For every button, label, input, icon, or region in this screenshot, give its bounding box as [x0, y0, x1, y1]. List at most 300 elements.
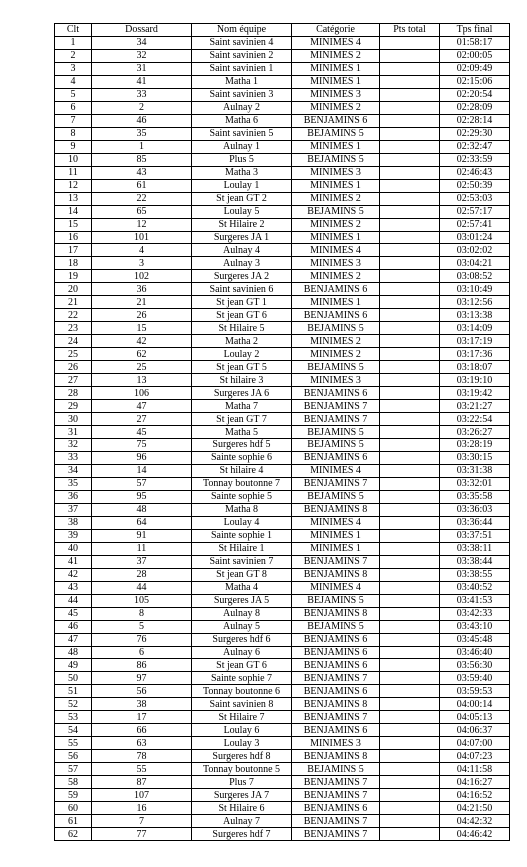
- cell-tps-final: 03:38:55: [440, 568, 510, 581]
- cell-tps-final: 02:15:06: [440, 75, 510, 88]
- cell-categorie: BENJAMINS 6: [292, 659, 380, 672]
- cell-pts-total: [380, 75, 440, 88]
- cell-categorie: BENJAMINS 7: [292, 789, 380, 802]
- cell-tps-final: 04:16:52: [440, 789, 510, 802]
- cell-dossard: 87: [92, 776, 192, 789]
- header-row: [55, 24, 510, 37]
- cell-categorie: BEJAMINS 5: [292, 361, 380, 374]
- cell-categorie: MINIMES 4: [292, 464, 380, 477]
- cell-nom-equipe: Tonnay boutonne 7: [192, 477, 292, 490]
- cell-pts-total: [380, 296, 440, 309]
- cell-dossard: 43: [92, 166, 192, 179]
- cell-dossard: 101: [92, 231, 192, 244]
- cell-pts-total: [380, 361, 440, 374]
- cell-clt: 24: [55, 335, 92, 348]
- cell-pts-total: [380, 114, 440, 127]
- cell-clt: 47: [55, 633, 92, 646]
- table-row: [55, 283, 510, 296]
- cell-tps-final: 02:53:03: [440, 192, 510, 205]
- cell-clt: 41: [55, 555, 92, 568]
- cell-clt: 20: [55, 283, 92, 296]
- cell-dossard: 56: [92, 685, 192, 698]
- cell-nom-equipe: Sainte sophie 6: [192, 451, 292, 464]
- table-row: [55, 36, 510, 49]
- cell-nom-equipe: Saint savinien 1: [192, 62, 292, 75]
- cell-dossard: 8: [92, 607, 192, 620]
- cell-clt: 3: [55, 62, 92, 75]
- cell-nom-equipe: Aulnay 8: [192, 607, 292, 620]
- header-nom-equipe: Nom équipe: [192, 24, 292, 37]
- cell-dossard: 22: [92, 192, 192, 205]
- cell-clt: 38: [55, 516, 92, 529]
- cell-tps-final: 02:28:09: [440, 101, 510, 114]
- cell-categorie: BENJAMINS 6: [292, 685, 380, 698]
- cell-clt: 52: [55, 698, 92, 711]
- cell-pts-total: [380, 633, 440, 646]
- cell-clt: 53: [55, 711, 92, 724]
- cell-pts-total: [380, 335, 440, 348]
- cell-categorie: MINIMES 1: [292, 75, 380, 88]
- cell-categorie: BENJAMINS 7: [292, 555, 380, 568]
- cell-nom-equipe: Surgeres JA 5: [192, 594, 292, 607]
- cell-categorie: MINIMES 1: [292, 529, 380, 542]
- cell-categorie: BENJAMINS 6: [292, 283, 380, 296]
- cell-pts-total: [380, 413, 440, 426]
- cell-nom-equipe: St jean GT 6: [192, 659, 292, 672]
- table-row: [55, 49, 510, 62]
- cell-tps-final: 02:00:05: [440, 49, 510, 62]
- cell-categorie: BEJAMINS 5: [292, 439, 380, 452]
- cell-categorie: BENJAMINS 7: [292, 815, 380, 828]
- cell-nom-equipe: Surgeres hdf 8: [192, 750, 292, 763]
- cell-pts-total: [380, 607, 440, 620]
- cell-tps-final: 04:06:37: [440, 724, 510, 737]
- cell-categorie: BEJAMINS 5: [292, 426, 380, 439]
- cell-dossard: 14: [92, 464, 192, 477]
- cell-nom-equipe: Saint savinien 4: [192, 36, 292, 49]
- cell-pts-total: [380, 594, 440, 607]
- cell-categorie: BEJAMINS 5: [292, 763, 380, 776]
- cell-dossard: 7: [92, 815, 192, 828]
- cell-clt: 16: [55, 231, 92, 244]
- cell-tps-final: 03:38:11: [440, 542, 510, 555]
- cell-dossard: 16: [92, 802, 192, 815]
- cell-pts-total: [380, 451, 440, 464]
- cell-tps-final: 02:09:49: [440, 62, 510, 75]
- cell-tps-final: 03:46:40: [440, 646, 510, 659]
- cell-pts-total: [380, 309, 440, 322]
- cell-dossard: 105: [92, 594, 192, 607]
- cell-tps-final: 03:37:51: [440, 529, 510, 542]
- cell-pts-total: [380, 244, 440, 257]
- table-row: [55, 218, 510, 231]
- cell-tps-final: 02:57:17: [440, 205, 510, 218]
- cell-pts-total: [380, 672, 440, 685]
- cell-clt: 21: [55, 296, 92, 309]
- cell-clt: 35: [55, 477, 92, 490]
- table-row: [55, 439, 510, 452]
- cell-pts-total: [380, 153, 440, 166]
- cell-dossard: 17: [92, 711, 192, 724]
- cell-nom-equipe: Aulnay 4: [192, 244, 292, 257]
- cell-nom-equipe: St jean GT 5: [192, 361, 292, 374]
- table-row: [55, 127, 510, 140]
- cell-nom-equipe: Saint savinien 6: [192, 283, 292, 296]
- cell-nom-equipe: St Hilaire 5: [192, 322, 292, 335]
- cell-tps-final: 03:43:10: [440, 620, 510, 633]
- cell-pts-total: [380, 711, 440, 724]
- table-row: [55, 257, 510, 270]
- cell-categorie: MINIMES 2: [292, 335, 380, 348]
- cell-clt: 39: [55, 529, 92, 542]
- cell-nom-equipe: St hilaire 4: [192, 464, 292, 477]
- cell-dossard: 55: [92, 763, 192, 776]
- cell-nom-equipe: Loulay 1: [192, 179, 292, 192]
- cell-dossard: 66: [92, 724, 192, 737]
- cell-categorie: BENJAMINS 6: [292, 646, 380, 659]
- cell-clt: 43: [55, 581, 92, 594]
- table-row: [55, 400, 510, 413]
- table-row: [55, 724, 510, 737]
- cell-clt: 8: [55, 127, 92, 140]
- cell-tps-final: 04:07:00: [440, 737, 510, 750]
- table-body: [55, 36, 510, 840]
- cell-nom-equipe: St jean GT 6: [192, 309, 292, 322]
- cell-clt: 60: [55, 802, 92, 815]
- table-row: [55, 451, 510, 464]
- cell-pts-total: [380, 140, 440, 153]
- cell-nom-equipe: Surgeres JA 1: [192, 231, 292, 244]
- cell-dossard: 11: [92, 542, 192, 555]
- cell-tps-final: 04:05:13: [440, 711, 510, 724]
- cell-tps-final: 02:29:30: [440, 127, 510, 140]
- cell-tps-final: 04:46:42: [440, 828, 510, 841]
- cell-clt: 31: [55, 426, 92, 439]
- cell-pts-total: [380, 828, 440, 841]
- cell-pts-total: [380, 776, 440, 789]
- table-row: [55, 659, 510, 672]
- cell-dossard: 41: [92, 75, 192, 88]
- cell-clt: 54: [55, 724, 92, 737]
- cell-categorie: BEJAMINS 5: [292, 620, 380, 633]
- cell-nom-equipe: Surgeres JA 2: [192, 270, 292, 283]
- cell-nom-equipe: St Hilaire 7: [192, 711, 292, 724]
- table-row: [55, 192, 510, 205]
- table-row: [55, 387, 510, 400]
- cell-pts-total: [380, 179, 440, 192]
- table-row: [55, 776, 510, 789]
- cell-clt: 49: [55, 659, 92, 672]
- cell-pts-total: [380, 218, 440, 231]
- cell-categorie: MINIMES 3: [292, 737, 380, 750]
- cell-clt: 42: [55, 568, 92, 581]
- cell-categorie: BENJAMINS 7: [292, 413, 380, 426]
- table-row: [55, 114, 510, 127]
- cell-clt: 37: [55, 503, 92, 516]
- cell-categorie: BENJAMINS 8: [292, 750, 380, 763]
- table-row: [55, 348, 510, 361]
- cell-pts-total: [380, 439, 440, 452]
- cell-nom-equipe: Plus 5: [192, 153, 292, 166]
- cell-pts-total: [380, 270, 440, 283]
- cell-categorie: MINIMES 2: [292, 101, 380, 114]
- cell-clt: 2: [55, 49, 92, 62]
- cell-tps-final: 03:08:52: [440, 270, 510, 283]
- cell-dossard: 107: [92, 789, 192, 802]
- cell-tps-final: 03:21:27: [440, 400, 510, 413]
- cell-dossard: 35: [92, 127, 192, 140]
- cell-nom-equipe: Matha 6: [192, 114, 292, 127]
- cell-pts-total: [380, 400, 440, 413]
- cell-categorie: MINIMES 1: [292, 62, 380, 75]
- cell-pts-total: [380, 464, 440, 477]
- table-row: [55, 529, 510, 542]
- cell-pts-total: [380, 750, 440, 763]
- cell-dossard: 44: [92, 581, 192, 594]
- cell-pts-total: [380, 88, 440, 101]
- cell-nom-equipe: St jean GT 7: [192, 413, 292, 426]
- cell-dossard: 95: [92, 490, 192, 503]
- cell-clt: 11: [55, 166, 92, 179]
- cell-dossard: 27: [92, 413, 192, 426]
- cell-tps-final: 03:17:19: [440, 335, 510, 348]
- cell-tps-final: 03:56:30: [440, 659, 510, 672]
- cell-categorie: MINIMES 1: [292, 179, 380, 192]
- cell-categorie: BEJAMINS 5: [292, 127, 380, 140]
- table-row: [55, 75, 510, 88]
- cell-clt: 58: [55, 776, 92, 789]
- cell-dossard: 106: [92, 387, 192, 400]
- cell-categorie: BENJAMINS 8: [292, 568, 380, 581]
- cell-dossard: 46: [92, 114, 192, 127]
- table-row: [55, 62, 510, 75]
- cell-nom-equipe: Surgeres hdf 5: [192, 439, 292, 452]
- cell-pts-total: [380, 205, 440, 218]
- cell-nom-equipe: Matha 1: [192, 75, 292, 88]
- table-row: [55, 594, 510, 607]
- cell-categorie: BEJAMINS 5: [292, 594, 380, 607]
- cell-categorie: BEJAMINS 5: [292, 205, 380, 218]
- cell-pts-total: [380, 36, 440, 49]
- cell-categorie: BENJAMINS 6: [292, 387, 380, 400]
- cell-tps-final: 04:00:14: [440, 698, 510, 711]
- cell-pts-total: [380, 659, 440, 672]
- cell-clt: 13: [55, 192, 92, 205]
- table-row: [55, 711, 510, 724]
- cell-tps-final: 03:36:03: [440, 503, 510, 516]
- cell-clt: 55: [55, 737, 92, 750]
- cell-categorie: BENJAMINS 6: [292, 724, 380, 737]
- cell-tps-final: 03:28:19: [440, 439, 510, 452]
- cell-tps-final: 03:26:27: [440, 426, 510, 439]
- cell-categorie: BENJAMINS 6: [292, 451, 380, 464]
- cell-categorie: MINIMES 3: [292, 166, 380, 179]
- cell-dossard: 42: [92, 335, 192, 348]
- table-row: [55, 763, 510, 776]
- cell-clt: 45: [55, 607, 92, 620]
- cell-dossard: 61: [92, 179, 192, 192]
- cell-pts-total: [380, 737, 440, 750]
- table-row: [55, 166, 510, 179]
- cell-nom-equipe: Aulnay 2: [192, 101, 292, 114]
- cell-pts-total: [380, 802, 440, 815]
- cell-dossard: 62: [92, 348, 192, 361]
- table-row: [55, 516, 510, 529]
- cell-categorie: MINIMES 4: [292, 581, 380, 594]
- table-row: [55, 620, 510, 633]
- cell-clt: 19: [55, 270, 92, 283]
- cell-categorie: MINIMES 1: [292, 140, 380, 153]
- cell-clt: 12: [55, 179, 92, 192]
- cell-clt: 22: [55, 309, 92, 322]
- cell-clt: 46: [55, 620, 92, 633]
- cell-dossard: 26: [92, 309, 192, 322]
- cell-nom-equipe: Matha 4: [192, 581, 292, 594]
- cell-tps-final: 03:41:53: [440, 594, 510, 607]
- table-row: [55, 322, 510, 335]
- cell-tps-final: 03:04:21: [440, 257, 510, 270]
- cell-dossard: 6: [92, 646, 192, 659]
- table-row: [55, 542, 510, 555]
- cell-categorie: MINIMES 2: [292, 49, 380, 62]
- cell-nom-equipe: St jean GT 1: [192, 296, 292, 309]
- header-categorie: Catégorie: [292, 24, 380, 37]
- cell-nom-equipe: Surgeres JA 6: [192, 387, 292, 400]
- cell-tps-final: 03:19:42: [440, 387, 510, 400]
- cell-dossard: 47: [92, 400, 192, 413]
- cell-nom-equipe: Loulay 2: [192, 348, 292, 361]
- cell-nom-equipe: St jean GT 8: [192, 568, 292, 581]
- cell-clt: 1: [55, 36, 92, 49]
- cell-dossard: 3: [92, 257, 192, 270]
- cell-clt: 48: [55, 646, 92, 659]
- cell-tps-final: 03:17:36: [440, 348, 510, 361]
- cell-clt: 4: [55, 75, 92, 88]
- cell-pts-total: [380, 685, 440, 698]
- table-row: [55, 374, 510, 387]
- cell-dossard: 91: [92, 529, 192, 542]
- cell-clt: 23: [55, 322, 92, 335]
- cell-clt: 34: [55, 464, 92, 477]
- cell-clt: 17: [55, 244, 92, 257]
- cell-pts-total: [380, 529, 440, 542]
- cell-pts-total: [380, 192, 440, 205]
- cell-tps-final: 03:19:10: [440, 374, 510, 387]
- cell-categorie: BENJAMINS 8: [292, 503, 380, 516]
- cell-tps-final: 04:07:23: [440, 750, 510, 763]
- cell-dossard: 65: [92, 205, 192, 218]
- table-row: [55, 101, 510, 114]
- cell-categorie: MINIMES 1: [292, 542, 380, 555]
- cell-nom-equipe: Saint savinien 5: [192, 127, 292, 140]
- cell-pts-total: [380, 581, 440, 594]
- cell-tps-final: 03:45:48: [440, 633, 510, 646]
- cell-tps-final: 03:01:24: [440, 231, 510, 244]
- cell-nom-equipe: Saint savinien 3: [192, 88, 292, 101]
- cell-dossard: 1: [92, 140, 192, 153]
- table-row: [55, 309, 510, 322]
- cell-tps-final: 02:20:54: [440, 88, 510, 101]
- header-tps-final: Tps final: [440, 24, 510, 37]
- cell-nom-equipe: Aulnay 3: [192, 257, 292, 270]
- cell-tps-final: 03:35:58: [440, 490, 510, 503]
- cell-dossard: 28: [92, 568, 192, 581]
- cell-nom-equipe: Surgeres hdf 6: [192, 633, 292, 646]
- cell-pts-total: [380, 426, 440, 439]
- cell-clt: 62: [55, 828, 92, 841]
- cell-tps-final: 03:14:09: [440, 322, 510, 335]
- cell-pts-total: [380, 542, 440, 555]
- table-row: [55, 503, 510, 516]
- cell-pts-total: [380, 101, 440, 114]
- cell-clt: 18: [55, 257, 92, 270]
- cell-categorie: MINIMES 2: [292, 192, 380, 205]
- cell-nom-equipe: Loulay 6: [192, 724, 292, 737]
- table-row: [55, 789, 510, 802]
- cell-categorie: BENJAMINS 7: [292, 776, 380, 789]
- cell-clt: 9: [55, 140, 92, 153]
- cell-dossard: 48: [92, 503, 192, 516]
- cell-clt: 7: [55, 114, 92, 127]
- cell-tps-final: 03:59:40: [440, 672, 510, 685]
- cell-tps-final: 03:10:49: [440, 283, 510, 296]
- table-row: [55, 672, 510, 685]
- cell-tps-final: 03:59:53: [440, 685, 510, 698]
- cell-nom-equipe: Saint savinien 8: [192, 698, 292, 711]
- cell-dossard: 85: [92, 153, 192, 166]
- cell-pts-total: [380, 620, 440, 633]
- cell-clt: 5: [55, 88, 92, 101]
- cell-nom-equipe: Tonnay boutonne 5: [192, 763, 292, 776]
- table-row: [55, 607, 510, 620]
- cell-tps-final: 02:46:43: [440, 166, 510, 179]
- cell-pts-total: [380, 763, 440, 776]
- table-row: [55, 685, 510, 698]
- table-row: [55, 815, 510, 828]
- table-row: [55, 646, 510, 659]
- table-row: [55, 153, 510, 166]
- cell-nom-equipe: Matha 2: [192, 335, 292, 348]
- cell-dossard: 36: [92, 283, 192, 296]
- cell-dossard: 34: [92, 36, 192, 49]
- cell-tps-final: 02:28:14: [440, 114, 510, 127]
- cell-tps-final: 03:38:44: [440, 555, 510, 568]
- table-row: [55, 413, 510, 426]
- cell-nom-equipe: Surgeres hdf 7: [192, 828, 292, 841]
- cell-nom-equipe: Matha 8: [192, 503, 292, 516]
- cell-dossard: 33: [92, 88, 192, 101]
- cell-nom-equipe: Saint savinien 2: [192, 49, 292, 62]
- table-row: [55, 464, 510, 477]
- cell-categorie: BENJAMINS 6: [292, 114, 380, 127]
- cell-clt: 36: [55, 490, 92, 503]
- cell-nom-equipe: Aulnay 5: [192, 620, 292, 633]
- cell-clt: 61: [55, 815, 92, 828]
- table-row: [55, 568, 510, 581]
- cell-dossard: 57: [92, 477, 192, 490]
- table-row: [55, 737, 510, 750]
- cell-tps-final: 03:40:52: [440, 581, 510, 594]
- cell-categorie: BENJAMINS 7: [292, 672, 380, 685]
- cell-clt: 50: [55, 672, 92, 685]
- cell-nom-equipe: St Hilaire 1: [192, 542, 292, 555]
- cell-dossard: 86: [92, 659, 192, 672]
- cell-tps-final: 03:30:15: [440, 451, 510, 464]
- cell-categorie: BENJAMINS 6: [292, 309, 380, 322]
- cell-tps-final: 03:31:38: [440, 464, 510, 477]
- cell-dossard: 37: [92, 555, 192, 568]
- cell-categorie: MINIMES 2: [292, 218, 380, 231]
